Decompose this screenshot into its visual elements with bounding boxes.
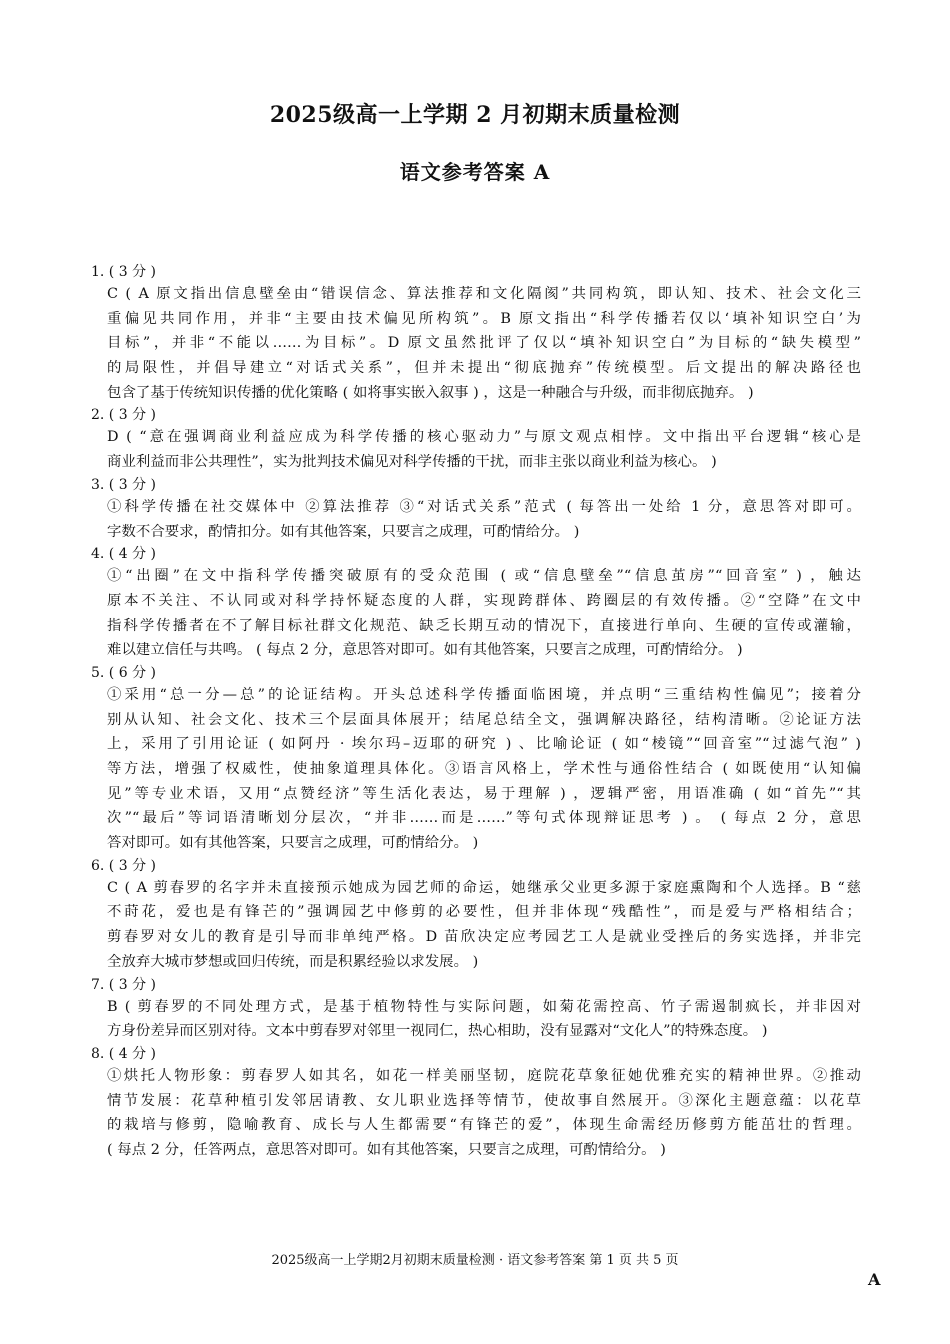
answer-list xyxy=(91,262,861,1163)
answer-label: 6. ( 3 分 ) xyxy=(91,857,156,874)
answer-text-line: 的栽培与修剪，隐喻教育、成长与人生都需要“有锋芒的爱”，体现生命需经历修剪方能茁壮的哲理。 xyxy=(107,1117,861,1134)
answer-text-line: 包含了基于传统知识传播的优化策略 ( 如将事实嵌入叙事 ) ，这是一种融合与升级，而非彻底抛弃。 ) xyxy=(107,384,754,401)
answer-text-line: 字数不合要求，酌情扣分。如有其他答案，只要言之成理，可酌情给分。 ) xyxy=(107,523,580,540)
answer-text-line: 方身份差异而区别对待。文本中剪春罗对邻里一视同仁，热心相助，没有显露对“文化人”的特殊态度。 ) xyxy=(107,1023,768,1040)
answer-text-line: 目标”，并非“不能以……为目标”。D 原文虽然批评了仅以“填补知识空白”为目标的“缺失模型” xyxy=(107,335,861,352)
version-mark: A xyxy=(868,1270,881,1289)
answer-text-line: 原本不关注、不认同或对科学持怀疑态度的人群，实现跨群体、跨圈层的有效传播。②“空降”在文中 xyxy=(107,592,861,609)
answer-item xyxy=(91,975,861,1044)
answer-text-line: ①采用“总一分—总”的论证结构。开头总述科学传播面临困境，并点明“三重结构性偏见”；接着分 xyxy=(107,686,861,703)
answer-text-line: D ( “意在强调商业利益应成为科学传播的核心驱动力”与原文观点相悖。文中指出平台逻辑“核心是 xyxy=(107,429,861,446)
answer-text-line: B ( 剪春罗的不同处理方式，是基于植物特性与实际问题，如菊花需控高、竹子需遏制疯长，并非因对 xyxy=(107,998,861,1015)
answer-text-line: 难以建立信任与共鸣。 ( 每点 2 分，意思答对即可。如有其他答案，只要言之成理，可酌情给分。 ) xyxy=(107,642,743,659)
answer-text-line: ①“出圈”在文中指科学传播突破原有的受众范围 ( 或“信息壁垒”“信息茧房”“回音室” ) ，触达 xyxy=(107,568,861,585)
answer-label: 2. ( 3 分 ) xyxy=(91,407,156,424)
answer-text-line: ①科学传播在社交媒体中 ②算法推荐 ③“对话式关系”范式 ( 每答出一处给 1 分，意思答对即可。 xyxy=(107,498,861,515)
answer-text-line: 指科学传播者在不了解目标社群文化规范、缺乏长期互动的情况下，直接进行单向、生硬的宣传或灌输， xyxy=(107,617,861,634)
answer-text-line: 商业利益而非公共理性”，实为批判技术偏见对科学传播的干扰，而非主张以商业利益为核心。 ) xyxy=(107,454,717,471)
answer-text-line: 重偏见共同作用，并非“主要由技术偏见所构筑”。B 原文指出“科学传播若仅以‘填补知识空白’为 xyxy=(107,310,861,327)
answer-label: 4. ( 4 分 ) xyxy=(91,546,156,563)
answer-text-line: ①烘托人物形象：剪春罗人如其名，如花一样美丽坚韧，庭院花草象征她优雅充实的精神世界。②推动 xyxy=(107,1067,861,1084)
answer-text-line: 的局限性，并倡导建立“对话式关系”，但并未提出“彻底抛弃”传统模型。后文提出的解决路径也 xyxy=(107,360,861,377)
answer-text-line: 全放弃大城市梦想或回归传统，而是积累经验以求发展。 ) xyxy=(107,953,479,970)
answer-label: 5. ( 6 分 ) xyxy=(91,664,156,681)
answer-label: 8. ( 4 分 ) xyxy=(91,1045,156,1062)
answer-item xyxy=(91,262,861,405)
answer-text-line: 见”等专业术语，又用“点赞经济”等生活化表达，易于理解 ) ，逻辑严密，用语准确 ( 如“首先”“其 xyxy=(107,785,861,802)
answer-text-line: 答对即可。如有其他答案，只要言之成理，可酌情给分。 ) xyxy=(107,835,479,852)
answer-label: 7. ( 3 分 ) xyxy=(91,976,156,993)
page-subtitle: 语文参考答案 A xyxy=(399,160,551,184)
answer-text-line: 上，采用了引用论证 ( 如阿丹 · 埃尔玛–迈耶的研究 ) 、比喻论证 ( 如“棱镜”“回音室”“过滤气泡” ) xyxy=(107,736,861,753)
answer-label: 3. ( 3 分 ) xyxy=(91,476,156,493)
answer-text-line: 情节发展：花草种植引发邻居请教、女儿职业选择等情节，使故事自然展开。③深化主题意蕴：以花草 xyxy=(107,1092,861,1109)
answer-item xyxy=(91,856,861,975)
answer-item xyxy=(91,544,861,663)
answer-item xyxy=(91,405,861,474)
answer-text-line: C ( A 剪春罗的名字并未直接预示她成为园艺师的命运，她继承父业更多源于家庭熏陶和个人选择。B “慈 xyxy=(107,879,861,896)
answer-item xyxy=(91,475,861,544)
answer-text-line: 次”“最后”等词语清晰划分层次，“并非……而是……”等句式体现辩证思考 ) 。 ( 每点 2 分，意思 xyxy=(107,810,861,827)
answer-item xyxy=(91,663,861,856)
page-footer: 2025级高一上学期2月初期末质量检测 · 语文参考答案 第 1 页 共 5 页 xyxy=(271,1253,679,1268)
answer-label: 1. ( 3 分 ) xyxy=(91,264,156,280)
answer-text-line: 别从认知、社会文化、技术三个层面具体展开；结尾总结全文，强调解决路径，结构清晰。②论证方法 xyxy=(107,711,861,728)
answer-text-line: 剪春罗对女儿的教育是引导而非单纯严格。D 苗欣决定应考园艺工人是就业受挫后的务实选择，并非完 xyxy=(107,929,861,946)
page-title: 2025级高一上学期 2 月初期末质量检测 xyxy=(269,102,681,128)
answer-text-line: C ( A 原文指出信息壁垒由“错误信念、算法推荐和文化隔阂”共同构筑，即认知、技术、社会文化三 xyxy=(107,286,861,302)
answer-text-line: 不莳花，爱也是有锋芒的”强调园艺中修剪的必要性，但并非体现“残酷性”，而是爱与严格相结合； xyxy=(107,904,861,921)
answer-item xyxy=(91,1044,861,1163)
answer-text-line: 等方法，增强了权威性，使抽象道理具体化。③语言风格上，学术性与通俗性结合 ( 如既使用“认知偏 xyxy=(107,761,861,777)
answer-text-line: ( 每点 2 分，任答两点，意思答对即可。如有其他答案，只要言之成理，可酌情给分。 ) xyxy=(107,1141,666,1158)
